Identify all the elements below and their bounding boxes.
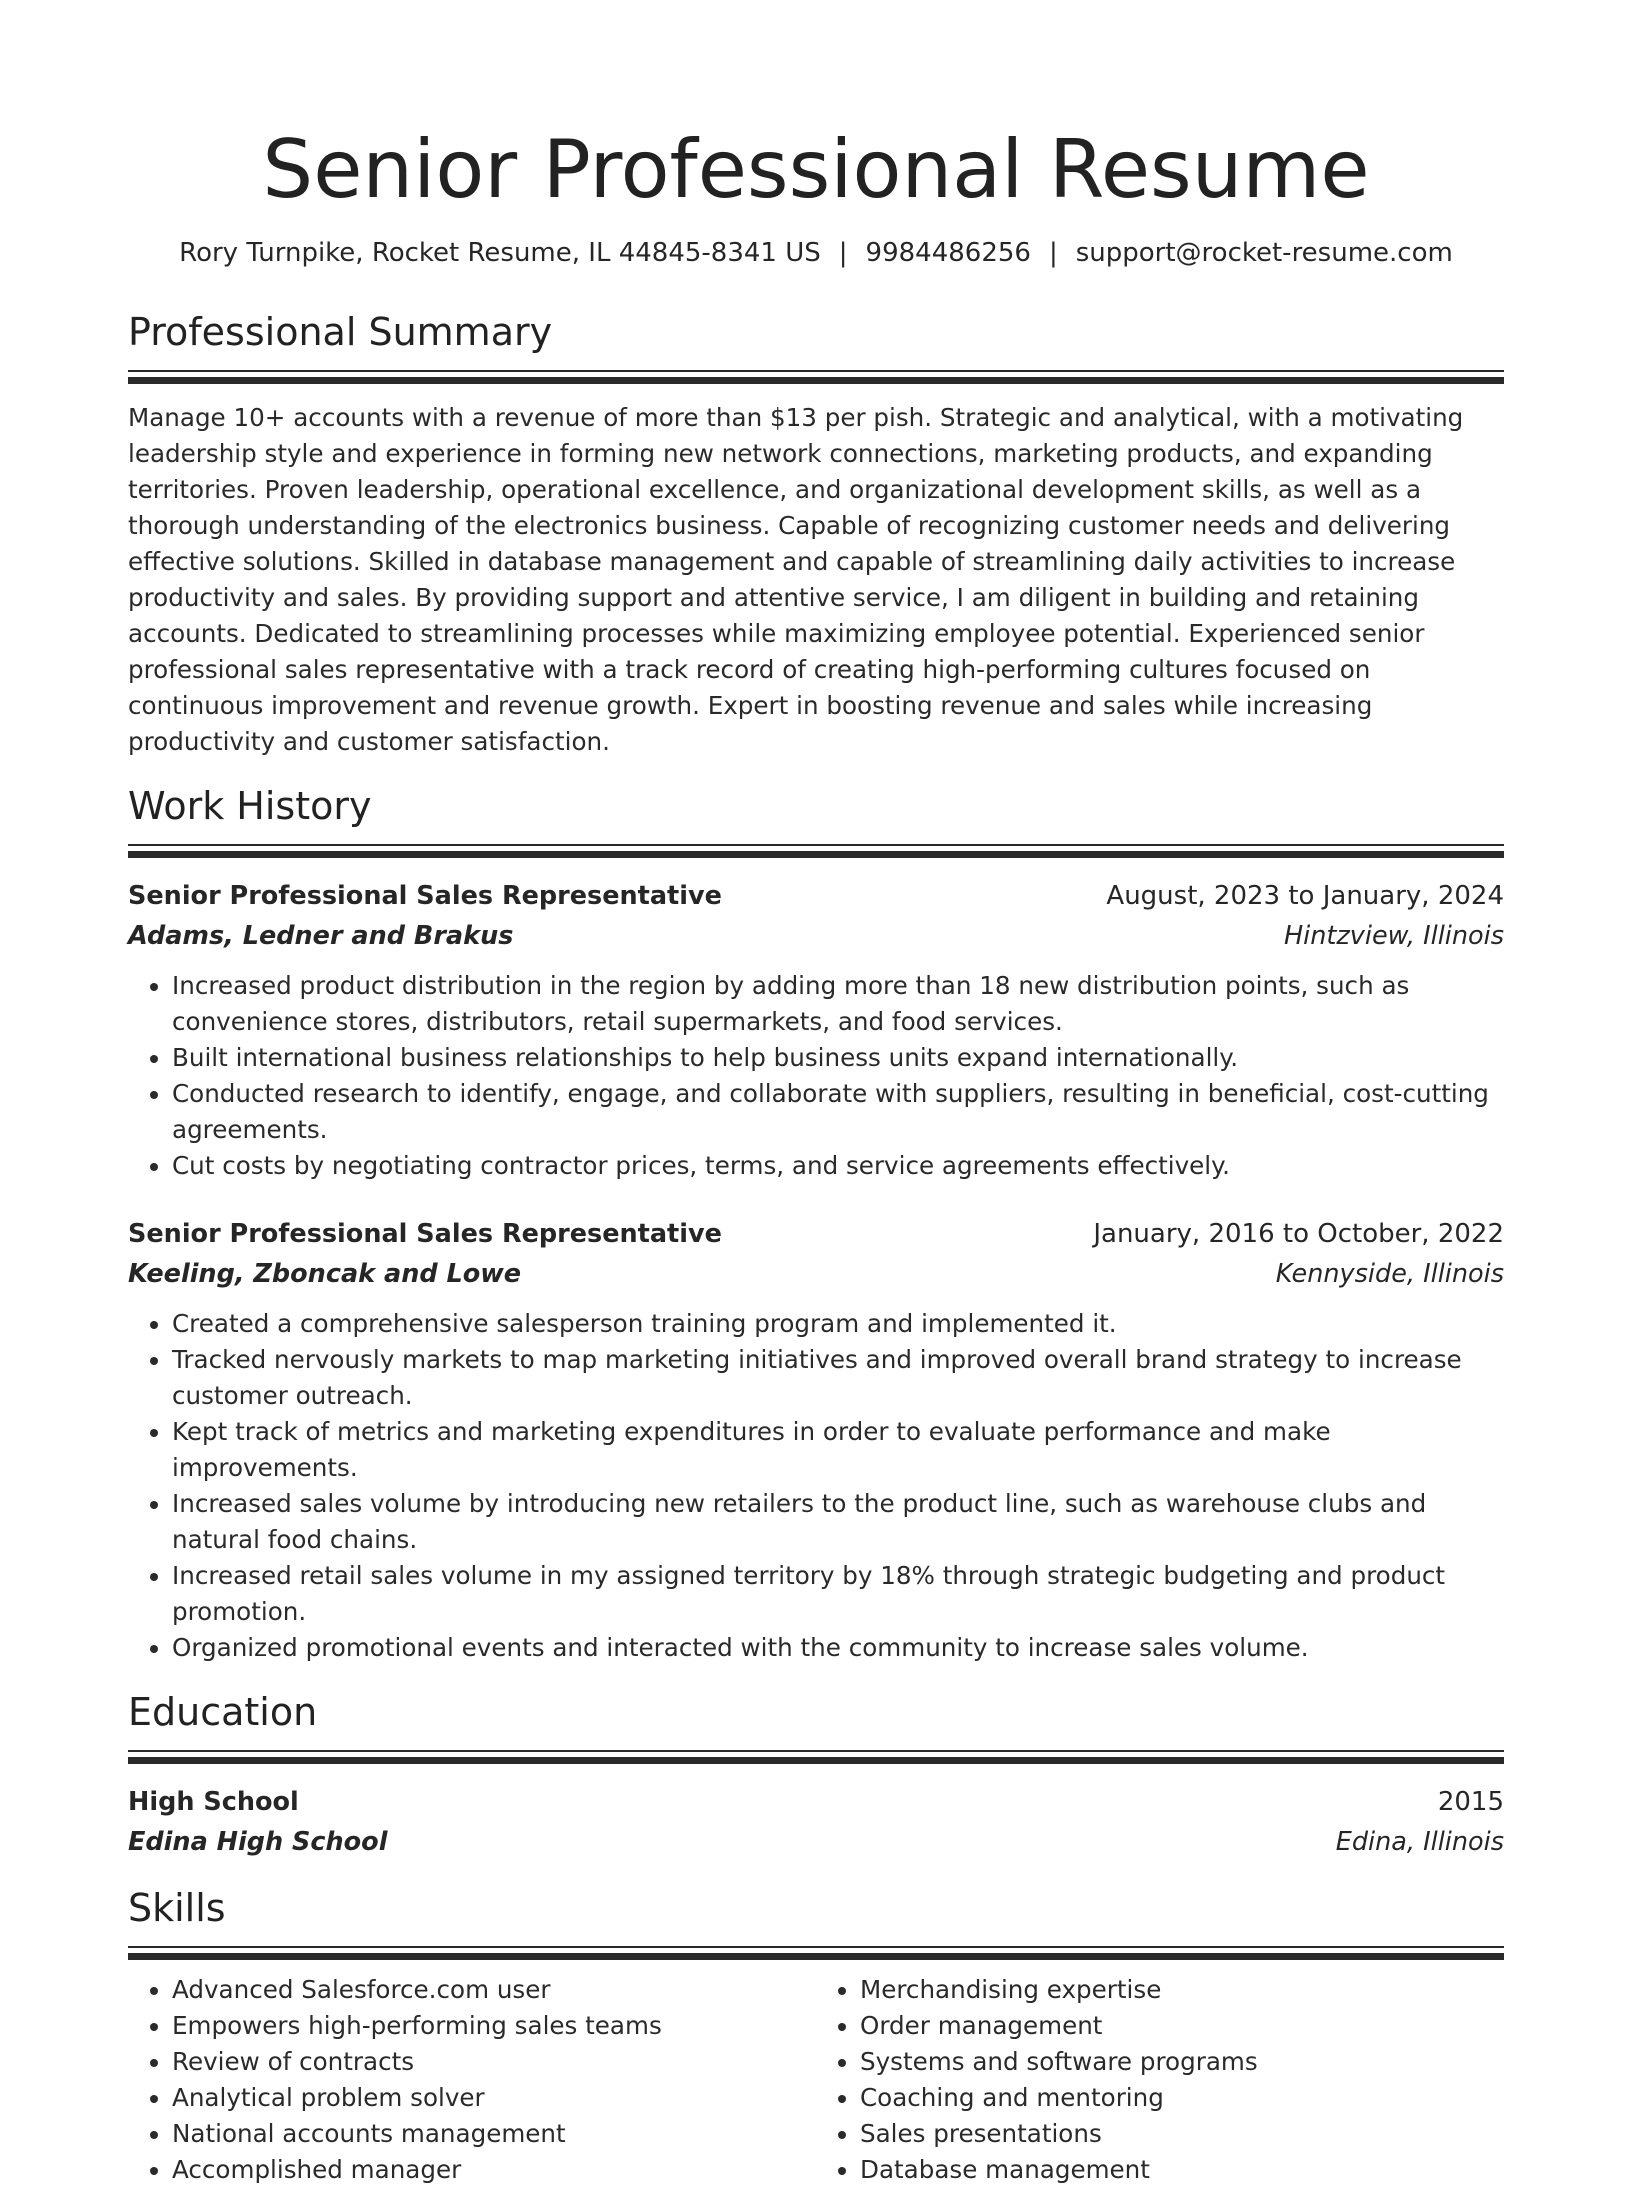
job-location: Hintzview, Illinois xyxy=(1283,921,1504,951)
job-header xyxy=(128,1214,1504,1254)
school-location: Edina, Illinois xyxy=(1335,1827,1504,1857)
education-section xyxy=(128,1688,1504,1862)
skill-item: • National accounts management xyxy=(172,2116,816,2152)
job-location: Kennyside, Illinois xyxy=(1275,1259,1504,1289)
employer-name: Keeling, Zboncak and Lowe xyxy=(128,1259,522,1289)
skill-item: • Systems and software programs xyxy=(860,2044,1504,2080)
school-name: Edina High School xyxy=(128,1827,388,1857)
job-subheader xyxy=(128,916,1504,956)
skill-item: • Database management xyxy=(860,2152,1504,2188)
job-dates: August, 2023 to January, 2024 xyxy=(1106,881,1504,911)
section-heading: Work History xyxy=(128,784,372,828)
list-item: • Built international business relationships to help business units expand internationally. xyxy=(172,1040,1504,1076)
skill-item: • Order management xyxy=(860,2008,1504,2044)
job-subheader xyxy=(128,1254,1504,1294)
job-entry xyxy=(128,1214,1504,1666)
skill-item: • Sales presentations xyxy=(860,2116,1504,2152)
skills-section xyxy=(128,1884,1504,2188)
contact-phone: 9984486256 xyxy=(865,238,1031,268)
skill-item: • Advanced Salesforce.com user xyxy=(172,1972,816,2008)
contact-line xyxy=(128,236,1504,270)
document-title: Senior Professional Resume xyxy=(262,123,1370,216)
list-item: • Increased sales volume by introducing new retailers to the product line, such as warehouse clubs and natural food chains. xyxy=(172,1486,1504,1558)
list-item: • Cut costs by negotiating contractor prices, terms, and service agreements effectively. xyxy=(172,1148,1504,1184)
contact-email: support@rocket-resume.com xyxy=(1075,238,1453,268)
summary-section xyxy=(128,308,1504,760)
summary-text: Manage 10+ accounts with a revenue of more than $13 per pish. Strategic and analytical, with a motivating leadership style and experience in forming new network connections, marketing products, and expanding territories. Proven leadership, operational excellence, and organizational development skills, as well as a thorough understanding of the electronics business. Capable of recognizing customer needs and delivering effective solutions. Skilled in database management and capable of streamlining daily activities to increase productivity and sales. By providing support and attentive service, I am diligent in building and retaining accounts. Dedicated to streamlining processes while maximizing employee potential. Experienced senior professional sales representative with a track record of creating high-performing cultures focused on continuous improvement and revenue growth. Expert in boosting revenue and sales while increasing productivity and customer satisfaction. xyxy=(128,403,1464,756)
section-heading: Skills xyxy=(128,1886,226,1930)
skill-item: • Accomplished manager xyxy=(172,2152,816,2188)
job-bullets xyxy=(128,1306,1504,1666)
list-item: • Organized promotional events and interacted with the community to increase sales volume. xyxy=(172,1630,1504,1666)
job-header xyxy=(128,876,1504,916)
skills-list-right xyxy=(816,1972,1504,2188)
education-subheader xyxy=(128,1822,1504,1862)
graduation-year: 2015 xyxy=(1437,1787,1504,1817)
skills-list-left xyxy=(128,1972,816,2188)
section-heading: Professional Summary xyxy=(128,310,553,354)
list-item: • Created a comprehensive salesperson training program and implemented it. xyxy=(172,1306,1504,1342)
section-divider xyxy=(128,1750,1504,1764)
list-item: • Kept track of metrics and marketing expenditures in order to evaluate performance and make improvements. xyxy=(172,1414,1504,1486)
job-dates: January, 2016 to October, 2022 xyxy=(1093,1219,1504,1249)
section-divider xyxy=(128,844,1504,858)
education-header xyxy=(128,1782,1504,1822)
contact-address: Rory Turnpike, Rocket Resume, IL 44845-8341 US xyxy=(179,238,821,268)
job-bullets xyxy=(128,968,1504,1184)
contact-separator: | xyxy=(838,238,848,268)
skill-item: • Empowers high-performing sales teams xyxy=(172,2008,816,2044)
skill-item: • Review of contracts xyxy=(172,2044,816,2080)
education-entry xyxy=(128,1782,1504,1862)
skill-item: • Merchandising expertise xyxy=(860,1972,1504,2008)
list-item: • Increased product distribution in the region by adding more than 18 new distribution points, such as convenience stores, distributors, retail supermarkets, and food services. xyxy=(172,968,1504,1040)
section-divider xyxy=(128,1946,1504,1960)
degree-name: High School xyxy=(128,1787,299,1817)
contact-separator: | xyxy=(1048,238,1058,268)
section-divider xyxy=(128,370,1504,384)
skill-item: • Coaching and mentoring xyxy=(860,2080,1504,2116)
job-title: Senior Professional Sales Representative xyxy=(128,1219,722,1249)
list-item: • Increased retail sales volume in my assigned territory by 18% through strategic budgeting and product promotion. xyxy=(172,1558,1504,1630)
work-history-section xyxy=(128,782,1504,1666)
section-heading: Education xyxy=(128,1690,318,1734)
job-entry xyxy=(128,876,1504,1184)
skill-item: • Analytical problem solver xyxy=(172,2080,816,2116)
employer-name: Adams, Ledner and Brakus xyxy=(128,921,514,951)
skills-columns xyxy=(128,1972,1504,2188)
list-item: • Tracked nervously markets to map marketing initiatives and improved overall brand strategy to increase customer outreach. xyxy=(172,1342,1504,1414)
job-title: Senior Professional Sales Representative xyxy=(128,881,722,911)
list-item: • Conducted research to identify, engage, and collaborate with suppliers, resulting in beneficial, cost-cutting agreements. xyxy=(172,1076,1504,1148)
